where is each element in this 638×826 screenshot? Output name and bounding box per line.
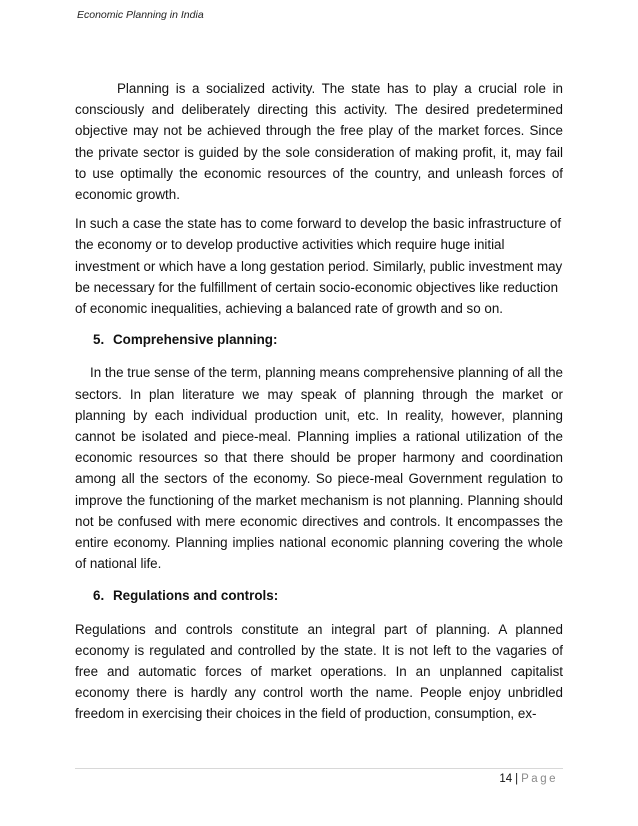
page-label: Page — [521, 773, 558, 785]
page-footer — [499, 773, 558, 785]
paragraph-state-infrastructure: In such a case the state has to come forward to develop the basic infrastructure of the economy or to develop productive activities which require huge initial investment or which have a long gestation period. Similarly, public investment may be necessary for the fulfillment of certain socio-economic objectives like reduction of economic inequalities, achieving a balanced rate of growth and so on. — [75, 216, 563, 317]
section-number: 5. — [93, 332, 105, 348]
footer-divider — [75, 768, 563, 769]
footer-separator: | — [515, 773, 519, 785]
section-title: Regulations and controls: — [113, 588, 279, 604]
page-number: 14 — [499, 773, 513, 785]
section-number: 6. — [93, 588, 105, 604]
paragraph-regulations-controls: Regulations and controls constitute an integral part of planning. A planned economy is regulated and controlled by the state. It is not left to the vagaries of free and automatic forces of market operations. In an unplanned capitalist economy there is hardly any control worth the name. People enjoy unbridled freedom in exercising their choices in the field of production, consumption, ex- — [75, 621, 563, 722]
section-title: Comprehensive planning: — [113, 332, 278, 348]
running-header: Economic Planning in India — [77, 9, 204, 21]
paragraph-comprehensive-planning: In the true sense of the term, planning means comprehensive planning of all the sectors. In plan literature we may speak of planning through the market or planning by each individual production unit, etc. In reality, however, planning cannot be isolated and piece-meal. Planning implies a rational utilization of the economic resources so that there should be proper harmony and coordination among all the sectors of the economy. So piece-meal Government regulation to improve the functioning of the market mechanism is not planning. Planning should not be confused with mere economic directives and controls. It encompasses the entire economy. Planning implies national economic planning covering the whole of national life. — [75, 365, 563, 572]
section-heading-comprehensive-planning — [75, 329, 563, 350]
page-body — [75, 78, 563, 725]
section-heading-regulations-controls — [75, 585, 563, 606]
paragraph-planning-socialized: Planning is a socialized activity. The state has to play a crucial role in consciously and deliberately directing this activity. The desired predetermined objective may not be achieved through the free play of the market forces. Since the private sector is guided by the sole consideration of making profit, it, may fail to use optimally the economic resources of the country, and unleash forces of economic growth. — [75, 81, 563, 203]
